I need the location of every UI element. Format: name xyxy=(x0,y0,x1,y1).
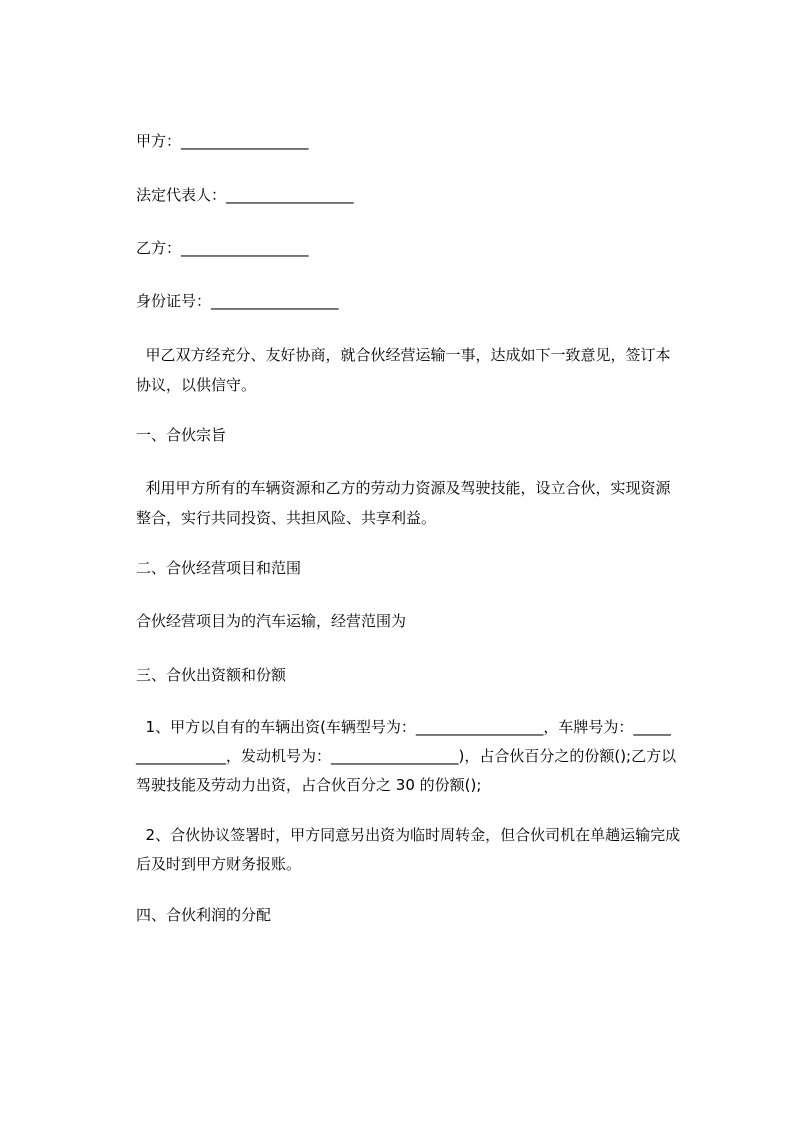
section-1-heading: 一、合伙宗旨 xyxy=(136,426,227,444)
intro-line-2: 协议，以供信守。 xyxy=(136,376,257,394)
section-1-line-1: 利用甲方所有的车辆资源和乙方的劳动力资源及驾驶技能，设立合伙，实现资源 xyxy=(136,479,671,497)
section-1-line-2: 整合，实行共同投资、共担风险、共享利益。 xyxy=(136,509,437,527)
intro-line-1: 甲乙双方经充分、友好协商，就合伙经营运输一事，达成如下一致意见，签订本 xyxy=(136,346,671,364)
section-3-item-2-line-1: 2、合伙协议签署时，甲方同意另出资为临时周转金，但合伙司机在单趟运输完成 xyxy=(136,826,681,844)
id-number-field: 身份证号：_________________ xyxy=(136,292,339,310)
section-3-item-1-line-3: 驾驶技能及劳动力出资，占合伙百分之 30 的份额(); xyxy=(136,776,482,794)
section-2-body: 合伙经营项目为的汽车运输，经营范围为 xyxy=(136,612,407,630)
party-a-field: 甲方：_________________ xyxy=(136,132,309,150)
section-2-heading: 二、合伙经营项目和范围 xyxy=(136,559,302,577)
legal-representative-field: 法定代表人：_________________ xyxy=(136,186,354,204)
section-3-item-1-line-1: 1、甲方以自有的车辆出资(车辆型号为：_________________，车牌号为：_____ xyxy=(136,718,671,736)
section-3-item-2-line-2: 后及时到甲方财务报账。 xyxy=(136,855,302,873)
party-b-field: 乙方：_________________ xyxy=(136,239,309,257)
section-4-heading: 四、合伙利润的分配 xyxy=(136,906,272,924)
section-3-item-1-line-2: ____________，发动机号为：_________________)，占合伙百分之的份额();乙方以 xyxy=(136,747,677,765)
section-3-heading: 三、合伙出资额和份额 xyxy=(136,666,287,684)
